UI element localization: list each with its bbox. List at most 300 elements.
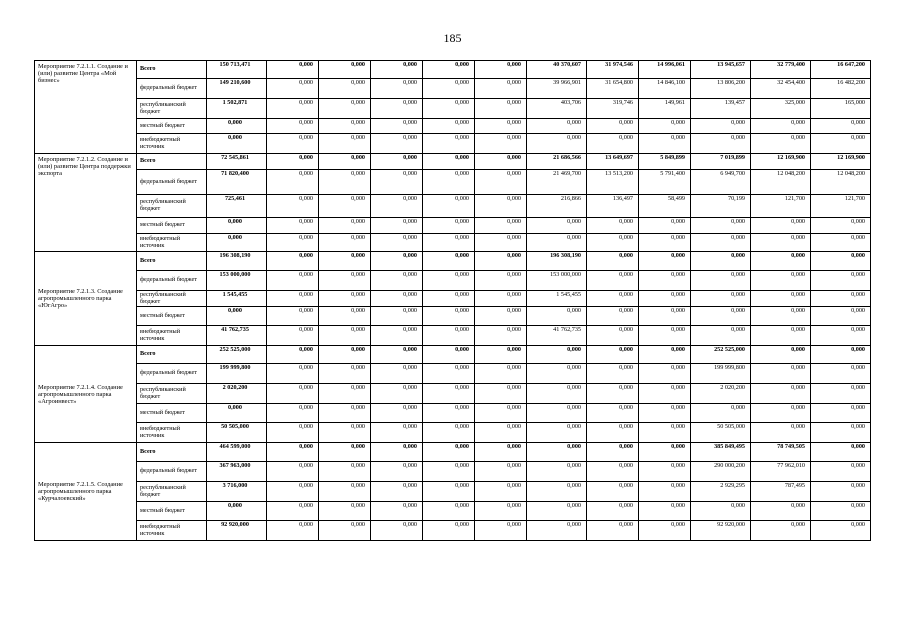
amount-cell: 0,000	[587, 482, 639, 502]
amount-cell: 50 505,000	[691, 423, 751, 443]
amount-cell: 0,000	[587, 234, 639, 252]
amount-cell: 21 686,566	[527, 154, 587, 170]
amount-cell: 367 963,000	[207, 462, 267, 482]
activity-name: Мероприятие 7.2.1.3. Создание агропромышленного парка «ЮгАгро»	[35, 252, 137, 346]
activity-name: Мероприятие 7.2.1.5. Создание агропромышленного парка «Курчалоевский»	[35, 443, 137, 541]
amount-cell: 464 599,000	[207, 443, 267, 462]
amount-cell: 0,000	[207, 218, 267, 234]
amount-cell: 0,000	[639, 291, 691, 307]
amount-cell: 0,000	[587, 462, 639, 482]
amount-cell: 0,000	[811, 462, 871, 482]
amount-cell: 41 762,735	[207, 326, 267, 346]
funding-source: республиканский бюджет	[137, 291, 207, 307]
amount-cell: 0,000	[691, 234, 751, 252]
amount-cell: 0,000	[371, 195, 423, 218]
amount-cell: 0,000	[423, 364, 475, 384]
amount-cell: 0,000	[475, 364, 527, 384]
funding-source: Всего	[137, 154, 207, 170]
amount-cell: 0,000	[319, 482, 371, 502]
amount-cell: 16 482,200	[811, 79, 871, 99]
amount-cell: 0,000	[423, 404, 475, 423]
table-row	[35, 521, 871, 541]
funding-source: федеральный бюджет	[137, 170, 207, 195]
amount-cell: 0,000	[639, 234, 691, 252]
amount-cell: 14 846,100	[639, 79, 691, 99]
amount-cell: 39 966,901	[527, 79, 587, 99]
amount-cell: 50 505,000	[207, 423, 267, 443]
amount-cell: 0,000	[475, 404, 527, 423]
activity-name: Мероприятие 7.2.1.4. Создание агропромышленного парка «Агроинвест»	[35, 346, 137, 443]
amount-cell: 0,000	[267, 170, 319, 195]
amount-cell: 21 469,700	[527, 170, 587, 195]
amount-cell: 0,000	[751, 364, 811, 384]
amount-cell: 0,000	[267, 61, 319, 79]
amount-cell: 0,000	[267, 384, 319, 404]
amount-cell: 31 974,546	[587, 61, 639, 79]
amount-cell: 725,461	[207, 195, 267, 218]
amount-cell: 0,000	[319, 384, 371, 404]
page-number: 185	[443, 31, 462, 45]
amount-cell: 0,000	[267, 291, 319, 307]
amount-cell: 0,000	[527, 462, 587, 482]
amount-cell: 0,000	[319, 271, 371, 291]
amount-cell: 0,000	[207, 134, 267, 154]
amount-cell: 0,000	[319, 364, 371, 384]
funding-source: федеральный бюджет	[137, 79, 207, 99]
amount-cell: 0,000	[423, 346, 475, 364]
amount-cell: 0,000	[527, 119, 587, 134]
amount-cell: 0,000	[639, 119, 691, 134]
amount-cell: 0,000	[319, 307, 371, 326]
amount-cell: 0,000	[475, 502, 527, 521]
amount-cell: 0,000	[639, 384, 691, 404]
amount-cell: 0,000	[423, 271, 475, 291]
amount-cell: 0,000	[423, 61, 475, 79]
table-row	[35, 61, 871, 79]
table-row	[35, 307, 871, 326]
amount-cell: 325,000	[751, 99, 811, 119]
amount-cell: 136,497	[587, 195, 639, 218]
amount-cell: 13 649,697	[587, 154, 639, 170]
amount-cell: 6 949,700	[691, 170, 751, 195]
amount-cell: 0,000	[587, 364, 639, 384]
amount-cell: 0,000	[475, 134, 527, 154]
amount-cell: 0,000	[371, 134, 423, 154]
amount-cell: 0,000	[811, 291, 871, 307]
amount-cell: 0,000	[527, 307, 587, 326]
amount-cell: 0,000	[639, 134, 691, 154]
amount-cell: 216,866	[527, 195, 587, 218]
amount-cell: 0,000	[319, 134, 371, 154]
amount-cell: 0,000	[423, 195, 475, 218]
amount-cell: 0,000	[207, 502, 267, 521]
amount-cell: 7 019,899	[691, 154, 751, 170]
amount-cell: 0,000	[475, 170, 527, 195]
amount-cell: 0,000	[267, 154, 319, 170]
amount-cell: 0,000	[423, 154, 475, 170]
amount-cell: 92 920,000	[207, 521, 267, 541]
amount-cell: 252 525,000	[207, 346, 267, 364]
table-row	[35, 134, 871, 154]
funding-source: республиканский бюджет	[137, 99, 207, 119]
table-row	[35, 99, 871, 119]
amount-cell: 58,499	[639, 195, 691, 218]
amount-cell: 0,000	[207, 234, 267, 252]
amount-cell: 0,000	[691, 326, 751, 346]
funding-source: внебюджетный источник	[137, 134, 207, 154]
funding-source: местный бюджет	[137, 119, 207, 134]
amount-cell: 12 169,900	[751, 154, 811, 170]
amount-cell: 0,000	[587, 307, 639, 326]
amount-cell: 0,000	[319, 170, 371, 195]
amount-cell: 0,000	[475, 234, 527, 252]
funding-source: Всего	[137, 346, 207, 364]
funding-source: федеральный бюджет	[137, 364, 207, 384]
amount-cell: 0,000	[423, 482, 475, 502]
funding-source: внебюджетный источник	[137, 521, 207, 541]
amount-cell: 0,000	[527, 346, 587, 364]
amount-cell: 0,000	[423, 119, 475, 134]
amount-cell: 13 945,657	[691, 61, 751, 79]
amount-cell: 0,000	[527, 218, 587, 234]
amount-cell: 0,000	[319, 61, 371, 79]
amount-cell: 0,000	[267, 462, 319, 482]
amount-cell: 0,000	[751, 119, 811, 134]
amount-cell: 0,000	[475, 61, 527, 79]
table-row	[35, 271, 871, 291]
table-row	[35, 291, 871, 307]
amount-cell: 0,000	[751, 218, 811, 234]
amount-cell: 0,000	[587, 252, 639, 271]
amount-cell: 13 806,200	[691, 79, 751, 99]
amount-cell: 0,000	[267, 119, 319, 134]
amount-cell: 0,000	[751, 502, 811, 521]
amount-cell: 78 749,505	[751, 443, 811, 462]
amount-cell: 196 308,190	[207, 252, 267, 271]
amount-cell: 0,000	[811, 346, 871, 364]
amount-cell: 12 048,200	[751, 170, 811, 195]
amount-cell: 0,000	[267, 195, 319, 218]
funding-source: внебюджетный источник	[137, 234, 207, 252]
amount-cell: 0,000	[587, 502, 639, 521]
amount-cell: 0,000	[371, 462, 423, 482]
amount-cell: 3 716,000	[207, 482, 267, 502]
amount-cell: 0,000	[267, 404, 319, 423]
amount-cell: 196 308,190	[527, 252, 587, 271]
amount-cell: 0,000	[267, 307, 319, 326]
amount-cell: 0,000	[371, 346, 423, 364]
funding-source: местный бюджет	[137, 502, 207, 521]
amount-cell: 0,000	[811, 134, 871, 154]
amount-cell: 40 370,607	[527, 61, 587, 79]
amount-cell: 0,000	[587, 326, 639, 346]
amount-cell: 92 920,000	[691, 521, 751, 541]
amount-cell: 0,000	[319, 346, 371, 364]
amount-cell: 0,000	[587, 271, 639, 291]
amount-cell: 0,000	[371, 234, 423, 252]
amount-cell: 0,000	[691, 291, 751, 307]
amount-cell: 0,000	[319, 502, 371, 521]
amount-cell: 0,000	[811, 482, 871, 502]
amount-cell: 0,000	[691, 502, 751, 521]
amount-cell: 0,000	[751, 252, 811, 271]
amount-cell: 787,495	[751, 482, 811, 502]
funding-source: республиканский бюджет	[137, 384, 207, 404]
amount-cell: 290 000,200	[691, 462, 751, 482]
amount-cell: 0,000	[811, 218, 871, 234]
amount-cell: 0,000	[751, 384, 811, 404]
table-row	[35, 482, 871, 502]
amount-cell: 0,000	[475, 307, 527, 326]
amount-cell: 0,000	[811, 443, 871, 462]
amount-cell: 0,000	[475, 99, 527, 119]
amount-cell: 0,000	[319, 443, 371, 462]
funding-source: местный бюджет	[137, 404, 207, 423]
amount-cell: 0,000	[639, 326, 691, 346]
amount-cell: 16 647,200	[811, 61, 871, 79]
amount-cell: 0,000	[423, 502, 475, 521]
table-row	[35, 364, 871, 384]
amount-cell: 0,000	[527, 443, 587, 462]
amount-cell: 0,000	[639, 502, 691, 521]
amount-cell: 1 545,455	[207, 291, 267, 307]
amount-cell: 5 849,899	[639, 154, 691, 170]
amount-cell: 0,000	[371, 99, 423, 119]
amount-cell: 0,000	[811, 502, 871, 521]
amount-cell: 0,000	[207, 307, 267, 326]
amount-cell: 0,000	[267, 423, 319, 443]
amount-cell: 0,000	[691, 134, 751, 154]
funding-source: внебюджетный источник	[137, 326, 207, 346]
amount-cell: 0,000	[587, 384, 639, 404]
funding-source: местный бюджет	[137, 218, 207, 234]
amount-cell: 0,000	[475, 218, 527, 234]
amount-cell: 0,000	[319, 119, 371, 134]
amount-cell: 0,000	[267, 326, 319, 346]
table-row	[35, 384, 871, 404]
amount-cell: 0,000	[267, 521, 319, 541]
amount-cell: 0,000	[371, 61, 423, 79]
funding-source: Всего	[137, 252, 207, 271]
funding-source: республиканский бюджет	[137, 482, 207, 502]
amount-cell: 0,000	[639, 364, 691, 384]
amount-cell: 0,000	[475, 271, 527, 291]
amount-cell: 0,000	[527, 134, 587, 154]
amount-cell: 0,000	[811, 307, 871, 326]
amount-cell: 0,000	[267, 99, 319, 119]
amount-cell: 0,000	[267, 252, 319, 271]
amount-cell: 0,000	[811, 423, 871, 443]
amount-cell: 0,000	[811, 119, 871, 134]
amount-cell: 0,000	[423, 291, 475, 307]
amount-cell: 0,000	[475, 119, 527, 134]
amount-cell: 0,000	[475, 79, 527, 99]
amount-cell: 0,000	[371, 170, 423, 195]
amount-cell: 0,000	[371, 154, 423, 170]
amount-cell: 0,000	[371, 443, 423, 462]
amount-cell: 0,000	[319, 195, 371, 218]
amount-cell: 0,000	[475, 252, 527, 271]
amount-cell: 149 210,600	[207, 79, 267, 99]
table-row	[35, 170, 871, 195]
amount-cell: 0,000	[423, 252, 475, 271]
amount-cell: 0,000	[267, 482, 319, 502]
table-row	[35, 119, 871, 134]
amount-cell: 0,000	[639, 423, 691, 443]
amount-cell: 0,000	[751, 404, 811, 423]
amount-cell: 0,000	[475, 462, 527, 482]
amount-cell: 252 525,000	[691, 346, 751, 364]
amount-cell: 0,000	[527, 384, 587, 404]
amount-cell: 150 713,471	[207, 61, 267, 79]
amount-cell: 32 454,400	[751, 79, 811, 99]
amount-cell: 1 502,871	[207, 99, 267, 119]
amount-cell: 77 962,010	[751, 462, 811, 482]
amount-cell: 41 762,735	[527, 326, 587, 346]
amount-cell: 0,000	[423, 79, 475, 99]
amount-cell: 0,000	[423, 134, 475, 154]
amount-cell: 0,000	[811, 384, 871, 404]
amount-cell: 0,000	[639, 443, 691, 462]
amount-cell: 0,000	[371, 307, 423, 326]
amount-cell: 0,000	[587, 218, 639, 234]
amount-cell: 0,000	[371, 521, 423, 541]
amount-cell: 0,000	[475, 154, 527, 170]
amount-cell: 0,000	[639, 404, 691, 423]
amount-cell: 32 779,400	[751, 61, 811, 79]
amount-cell: 0,000	[267, 234, 319, 252]
amount-cell: 2 929,295	[691, 482, 751, 502]
amount-cell: 0,000	[475, 195, 527, 218]
amount-cell: 0,000	[371, 326, 423, 346]
amount-cell: 0,000	[371, 482, 423, 502]
amount-cell: 0,000	[475, 384, 527, 404]
amount-cell: 0,000	[639, 271, 691, 291]
amount-cell: 199 999,800	[691, 364, 751, 384]
amount-cell: 0,000	[319, 154, 371, 170]
funding-source: Всего	[137, 443, 207, 462]
table-row	[35, 234, 871, 252]
amount-cell: 0,000	[267, 364, 319, 384]
amount-cell: 385 849,495	[691, 443, 751, 462]
amount-cell: 0,000	[423, 326, 475, 346]
amount-cell: 0,000	[475, 326, 527, 346]
amount-cell: 1 545,455	[527, 291, 587, 307]
table-row	[35, 404, 871, 423]
amount-cell: 0,000	[639, 218, 691, 234]
amount-cell: 0,000	[207, 119, 267, 134]
amount-cell: 0,000	[587, 404, 639, 423]
amount-cell: 0,000	[691, 252, 751, 271]
amount-cell: 71 820,400	[207, 170, 267, 195]
amount-cell: 0,000	[639, 346, 691, 364]
amount-cell: 0,000	[587, 346, 639, 364]
amount-cell: 0,000	[267, 79, 319, 99]
amount-cell: 0,000	[371, 423, 423, 443]
amount-cell: 0,000	[267, 271, 319, 291]
amount-cell: 0,000	[527, 482, 587, 502]
amount-cell: 2 020,200	[207, 384, 267, 404]
amount-cell: 0,000	[587, 423, 639, 443]
amount-cell: 0,000	[811, 326, 871, 346]
amount-cell: 13 513,200	[587, 170, 639, 195]
table-row	[35, 218, 871, 234]
amount-cell: 0,000	[527, 364, 587, 384]
funding-source: республиканский бюджет	[137, 195, 207, 218]
amount-cell: 153 000,000	[207, 271, 267, 291]
amount-cell: 0,000	[811, 234, 871, 252]
amount-cell: 0,000	[423, 170, 475, 195]
amount-cell: 165,000	[811, 99, 871, 119]
amount-cell: 403,706	[527, 99, 587, 119]
amount-cell: 0,000	[267, 346, 319, 364]
amount-cell: 149,961	[639, 99, 691, 119]
amount-cell: 0,000	[319, 521, 371, 541]
funding-source: Всего	[137, 61, 207, 79]
amount-cell: 0,000	[319, 234, 371, 252]
amount-cell: 0,000	[319, 79, 371, 99]
amount-cell: 0,000	[751, 423, 811, 443]
amount-cell: 72 545,861	[207, 154, 267, 170]
amount-cell: 0,000	[527, 423, 587, 443]
amount-cell: 0,000	[751, 291, 811, 307]
amount-cell: 14 996,061	[639, 61, 691, 79]
amount-cell: 0,000	[587, 291, 639, 307]
amount-cell: 0,000	[207, 404, 267, 423]
amount-cell: 0,000	[751, 234, 811, 252]
amount-cell: 0,000	[811, 252, 871, 271]
amount-cell: 0,000	[423, 218, 475, 234]
amount-cell: 0,000	[751, 271, 811, 291]
amount-cell: 0,000	[639, 521, 691, 541]
amount-cell: 0,000	[475, 291, 527, 307]
amount-cell: 0,000	[751, 307, 811, 326]
table-row	[35, 443, 871, 462]
amount-cell: 0,000	[319, 218, 371, 234]
table-row	[35, 462, 871, 482]
funding-source: местный бюджет	[137, 307, 207, 326]
amount-cell: 0,000	[587, 119, 639, 134]
amount-cell: 0,000	[475, 443, 527, 462]
amount-cell: 0,000	[751, 346, 811, 364]
amount-cell: 0,000	[751, 326, 811, 346]
amount-cell: 12 169,900	[811, 154, 871, 170]
amount-cell: 0,000	[811, 271, 871, 291]
amount-cell: 0,000	[639, 252, 691, 271]
amount-cell: 5 791,400	[639, 170, 691, 195]
amount-cell: 153 000,000	[527, 271, 587, 291]
amount-cell: 0,000	[587, 521, 639, 541]
amount-cell: 0,000	[691, 218, 751, 234]
amount-cell: 0,000	[319, 326, 371, 346]
table-row	[35, 252, 871, 271]
amount-cell: 0,000	[527, 234, 587, 252]
amount-cell: 0,000	[811, 521, 871, 541]
amount-cell: 0,000	[639, 307, 691, 326]
table-row	[35, 502, 871, 521]
amount-cell: 0,000	[639, 482, 691, 502]
amount-cell: 0,000	[475, 346, 527, 364]
amount-cell: 0,000	[811, 404, 871, 423]
amount-cell: 0,000	[371, 271, 423, 291]
amount-cell: 0,000	[371, 384, 423, 404]
amount-cell: 0,000	[423, 307, 475, 326]
amount-cell: 0,000	[587, 134, 639, 154]
amount-cell: 121,700	[751, 195, 811, 218]
amount-cell: 0,000	[691, 271, 751, 291]
amount-cell: 0,000	[267, 502, 319, 521]
amount-cell: 0,000	[371, 291, 423, 307]
